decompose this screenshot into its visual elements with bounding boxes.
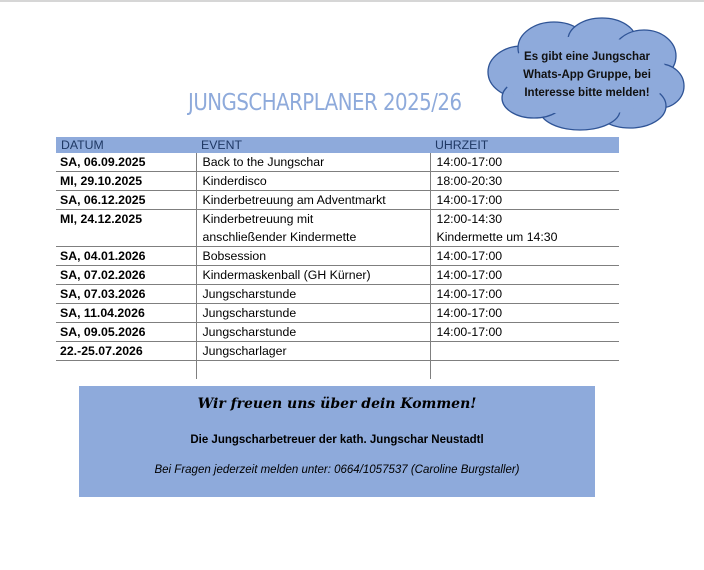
callout-line: Es gibt eine Jungschar: [524, 51, 650, 63]
event-line: Kindermaskenball (GH Kürner): [202, 268, 371, 282]
table-row: [56, 172, 619, 191]
column-header-date: DATUM: [56, 137, 196, 153]
table-row: [56, 323, 619, 342]
footer-box: [79, 386, 595, 497]
table-row: [56, 247, 619, 266]
callout-text: [502, 48, 672, 102]
time-line: Kindermette um 14:30: [436, 230, 558, 244]
event-line: Back to the Jungschar: [202, 155, 325, 169]
date-cell: MI, 24.12.2025: [56, 210, 196, 247]
date-cell: SA, 06.09.2025: [56, 153, 196, 172]
event-cell: [196, 323, 430, 342]
table-row: [56, 191, 619, 210]
date-cell: SA, 04.01.2026: [56, 247, 196, 266]
event-line: Jungscharlager: [202, 344, 287, 358]
empty-cell: [430, 361, 619, 380]
event-line: Kinderdisco: [202, 174, 267, 188]
event-cell: [196, 285, 430, 304]
date-cell: SA, 06.12.2025: [56, 191, 196, 210]
event-cell: [196, 191, 430, 210]
empty-cell: [196, 361, 430, 380]
date-cell: MI, 29.10.2025: [56, 172, 196, 191]
empty-cell: [56, 361, 196, 380]
event-line: Jungscharstunde: [202, 325, 297, 339]
table-row: [56, 342, 619, 361]
time-line: 14:00-17:00: [436, 249, 503, 263]
time-cell: [430, 191, 619, 210]
time-cell: [430, 210, 619, 247]
time-line: 18:00-20:30: [436, 174, 503, 188]
event-line: Jungscharstunde: [202, 306, 297, 320]
event-cell: [196, 266, 430, 285]
event-cell: [196, 342, 430, 361]
table-row: [56, 304, 619, 323]
table-row: [56, 153, 619, 172]
table-row: [56, 266, 619, 285]
time-cell: [430, 172, 619, 191]
time-line: 14:00-17:00: [436, 268, 503, 282]
table-row: [56, 210, 619, 247]
footer-welcome-text: Wir freuen uns über dein Kommen!: [197, 396, 477, 412]
whatsapp-callout: [484, 14, 690, 134]
event-line: Kinderbetreuung am Adventmarkt: [202, 193, 386, 207]
callout-line: Whats-App Gruppe, bei: [523, 69, 651, 81]
date-cell: SA, 07.03.2026: [56, 285, 196, 304]
time-line: 14:00-17:00: [436, 155, 503, 169]
event-cell: [196, 210, 430, 247]
event-line: Jungscharstunde: [202, 287, 297, 301]
date-cell: SA, 07.02.2026: [56, 266, 196, 285]
date-cell: SA, 09.05.2026: [56, 323, 196, 342]
empty-table-row: [56, 361, 619, 380]
time-cell: [430, 285, 619, 304]
column-header-time: UHRZEIT: [430, 137, 619, 153]
time-line: 14:00-17:00: [436, 325, 503, 339]
time-cell: [430, 323, 619, 342]
time-cell: [430, 153, 619, 172]
time-cell: [430, 247, 619, 266]
date-cell: SA, 11.04.2026: [56, 304, 196, 323]
column-header-event: EVENT: [196, 137, 430, 153]
footer-organizer-text: Die Jungscharbetreuer der kath. Jungschar Neustadtl: [190, 434, 484, 446]
time-line: 14:00-17:00: [436, 287, 503, 301]
event-cell: [196, 247, 430, 266]
page-title: JUNGSCHARPLANER 2025/26: [188, 90, 462, 116]
time-line: 12:00-14:30: [436, 212, 503, 226]
event-cell: [196, 153, 430, 172]
table-row: [56, 285, 619, 304]
page-top-border: [0, 0, 704, 2]
event-cell: [196, 304, 430, 323]
time-cell: [430, 304, 619, 323]
event-line: Bobsession: [202, 249, 267, 263]
date-cell: 22.-25.07.2026: [56, 342, 196, 361]
event-cell: [196, 172, 430, 191]
time-line: 14:00-17:00: [436, 306, 503, 320]
time-cell: [430, 266, 619, 285]
footer-contact-text: Bei Fragen jederzeit melden unter: 0664/1057537 (Caroline Burgstaller): [154, 464, 520, 476]
event-line: Kinderbetreuung mit: [202, 212, 314, 226]
time-line: 14:00-17:00: [436, 193, 503, 207]
event-line: anschließender Kindermette: [202, 230, 357, 244]
callout-line: Interesse bitte melden!: [524, 87, 650, 99]
time-cell: [430, 342, 619, 361]
table-header-row: [56, 137, 619, 153]
schedule-table: [56, 137, 619, 379]
